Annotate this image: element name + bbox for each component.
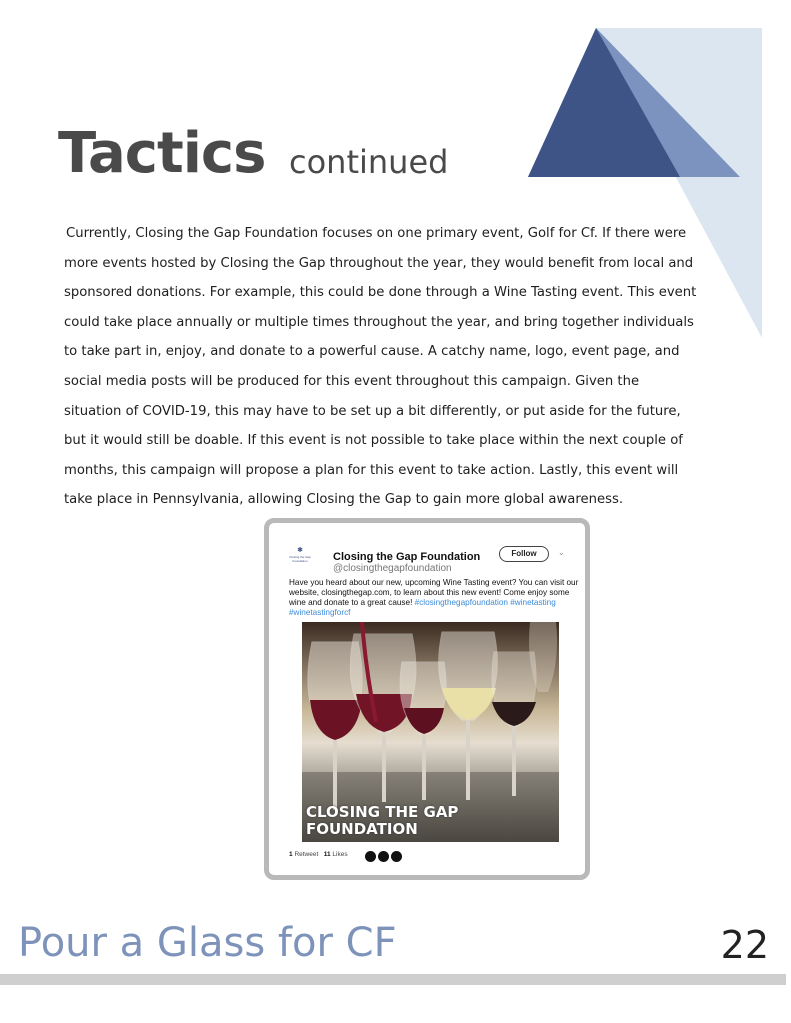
body-paragraph: Currently, Closing the Gap Foundation focuses on one primary event, Golf for Cf. If there were more events hosted by Closing the Gap throughout the year, they would benefit from local and sponsored donations. For example, this could be done through a Wine Tasting event. This event could take place annually or multiple times throughout the year, and bring together individuals to take part in, enjoy, and donate to a powerful cause. A catchy name, logo, event page, and social media posts will be produced for this event throughout this campaign. Given the situation of COVID-19, this may have to be set up a bit differently, or put aside for the future, but it would still be doable. If this event is not possible to take place within the next couple of months, this campaign will propose a plan for this event to take action. Lastly, this event will take place in Pennsylvania, allowing Closing the Gap to gain more global awareness. (64, 226, 697, 508)
tweet-card (264, 518, 590, 880)
follow-button[interactable]: Follow (499, 546, 549, 562)
logo-text: Closing the Gap Foundation (289, 555, 311, 563)
avatar[interactable] (378, 851, 389, 862)
page-number: 22 (720, 923, 769, 967)
wine-glasses-photo[interactable] (302, 622, 559, 842)
likes-count[interactable]: 11 (323, 851, 331, 858)
account-handle[interactable]: @closingthegapfoundation (333, 563, 452, 574)
logo-star-icon: ✱ (297, 547, 303, 554)
image-overlay-text (306, 804, 458, 838)
page-subtitle: continued (289, 143, 449, 181)
page-title: Tactics (58, 121, 266, 186)
avatar[interactable] (391, 851, 402, 862)
chevron-down-icon[interactable]: ⌄ (558, 548, 565, 557)
tweet-stats (289, 851, 348, 858)
retweet-count[interactable]: 1 (289, 851, 293, 858)
likes-label[interactable]: Likes (332, 851, 348, 858)
tweet-body: Have you heard about our new, upcoming Wine Tasting event? You can visit our website, closingthegap.com, to learn about this new event! Come enjoy some wine and donate to a great cause! (289, 578, 579, 607)
liker-avatars[interactable] (365, 849, 404, 867)
campaign-name: Pour a Glass for CF (18, 920, 397, 966)
footer-bar (0, 974, 786, 985)
foundation-logo (283, 547, 317, 575)
tweet-hashtags[interactable]: #closingthegapfoundation #winetasting #winetastingforcf (289, 598, 556, 617)
avatar[interactable] (365, 851, 376, 862)
overlay-line-1: CLOSING THE GAP (306, 803, 459, 821)
tweet-text (289, 578, 581, 618)
overlay-line-2: FOUNDATION (306, 820, 418, 838)
account-name[interactable]: Closing the Gap Foundation (333, 551, 481, 563)
retweet-label[interactable]: Retweet (294, 851, 319, 858)
